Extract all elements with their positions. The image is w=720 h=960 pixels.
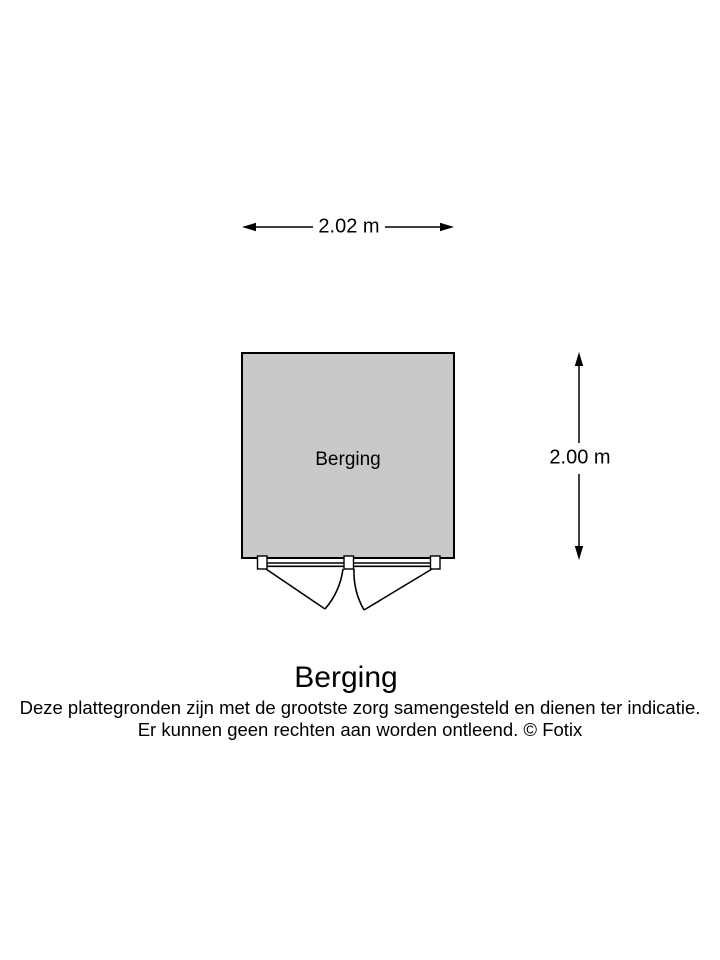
door-post-left: [258, 556, 268, 569]
arrowhead-east-icon: [440, 223, 454, 231]
arrowhead-west-icon: [242, 223, 256, 231]
door-post-right: [431, 556, 441, 569]
arrowhead-north-icon: [575, 352, 583, 366]
width-dimension-label: 2.02 m: [315, 216, 382, 239]
door-swing-arc-left: [325, 569, 343, 609]
door-post-center: [344, 556, 354, 569]
door-leaf-right: [364, 569, 432, 610]
double-door: [258, 556, 441, 610]
plan-title: Berging: [294, 661, 398, 694]
room-name-label: Berging: [315, 449, 381, 470]
disclaimer-line-2: Er kunnen geen rechten aan worden ontleend. © Fotix: [137, 719, 583, 740]
door-leaf-left: [266, 569, 325, 609]
height-dimension-label: 2.00 m: [546, 447, 613, 470]
arrowhead-south-icon: [575, 546, 583, 560]
disclaimer-line-1: Deze plattegronden zijn met de grootste zorg samengesteld en dienen ter indicatie.: [19, 697, 701, 718]
door-swing-arc-right: [354, 569, 364, 610]
